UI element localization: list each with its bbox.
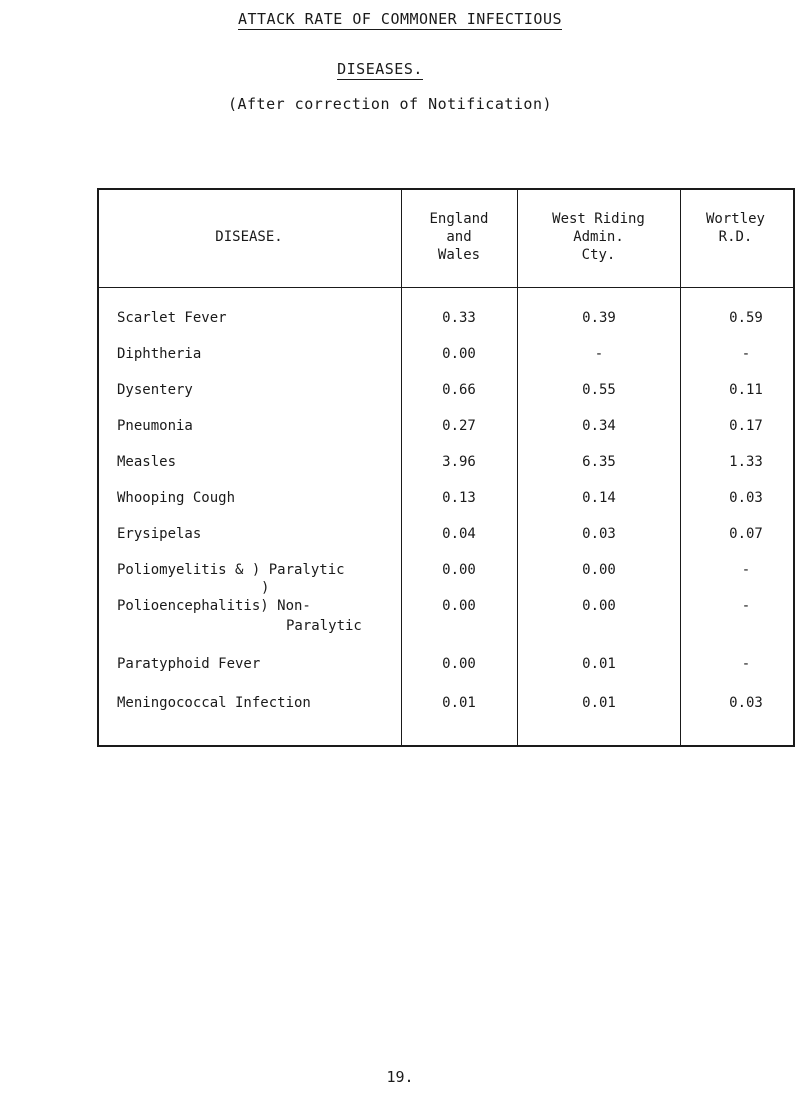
- disease-name: Poliomyelitis & ) Paralytic: [117, 562, 345, 578]
- england-value: 0.00: [442, 346, 476, 362]
- column-divider: [680, 190, 681, 745]
- west-riding-value: 0.34: [582, 418, 616, 434]
- west-riding-value: 0.55: [582, 382, 616, 398]
- disease-name: Erysipelas: [117, 526, 202, 542]
- disease-name: Dysentery: [117, 382, 193, 398]
- west-riding-value: 0.03: [582, 526, 616, 542]
- west-riding-value: 0.00: [582, 562, 616, 578]
- column-divider: [517, 190, 518, 745]
- england-value: 0.00: [442, 656, 476, 672]
- england-value: 0.01: [442, 695, 476, 711]
- page-title: ATTACK RATE OF COMMONER INFECTIOUS: [237, 10, 563, 28]
- column-divider: [401, 190, 402, 745]
- header-divider: [99, 287, 793, 288]
- wortley-value: -: [741, 656, 751, 672]
- wortley-value: 0.59: [729, 310, 763, 326]
- england-value: 3.96: [442, 454, 476, 470]
- wortley-value: 0.03: [729, 695, 763, 711]
- wortley-value: 0.17: [729, 418, 763, 434]
- wortley-value: 0.07: [729, 526, 763, 542]
- disease-name: Scarlet Fever: [117, 310, 227, 326]
- header-england-wales: England and Wales: [429, 211, 489, 263]
- west-riding-value: 6.35: [582, 454, 616, 470]
- england-value: 0.13: [442, 490, 476, 506]
- west-riding-value: -: [594, 346, 604, 362]
- west-riding-value: 0.14: [582, 490, 616, 506]
- england-value: 0.33: [442, 310, 476, 326]
- wortley-value: -: [741, 346, 751, 362]
- bracket-mark: ): [261, 580, 270, 596]
- header-west-riding: West Riding Admin. Cty.: [552, 211, 645, 263]
- disease-name: Polioencephalitis) Non-: [117, 598, 311, 614]
- wortley-value: -: [741, 562, 751, 578]
- disease-name: Pneumonia: [117, 418, 193, 434]
- england-value: 0.00: [442, 598, 476, 614]
- west-riding-value: 0.00: [582, 598, 616, 614]
- england-value: 0.27: [442, 418, 476, 434]
- page-subtitle: DISEASES.: [337, 60, 423, 78]
- disease-name: Measles: [117, 454, 177, 470]
- wortley-value: -: [741, 598, 751, 614]
- west-riding-value: 0.01: [582, 695, 616, 711]
- disease-name: Diphtheria: [117, 346, 202, 362]
- disease-name: Whooping Cough: [117, 490, 236, 506]
- header-wortley: Wortley R.D.: [705, 211, 765, 245]
- england-value: 0.00: [442, 562, 476, 578]
- wortley-value: 0.11: [729, 382, 763, 398]
- wortley-value: 0.03: [729, 490, 763, 506]
- disease-name: Paratyphoid Fever: [117, 656, 261, 672]
- england-value: 0.66: [442, 382, 476, 398]
- disease-name: Meningococcal Infection: [117, 695, 311, 711]
- header-disease: DISEASE.: [215, 229, 283, 245]
- page-number: 19.: [386, 1068, 414, 1086]
- england-value: 0.04: [442, 526, 476, 542]
- page-note: (After correction of Notification): [227, 95, 553, 113]
- west-riding-value: 0.01: [582, 656, 616, 672]
- attack-rate-table: [97, 188, 795, 747]
- west-riding-value: 0.39: [582, 310, 616, 326]
- disease-name-continuation: Paralytic: [286, 618, 362, 634]
- wortley-value: 1.33: [729, 454, 763, 470]
